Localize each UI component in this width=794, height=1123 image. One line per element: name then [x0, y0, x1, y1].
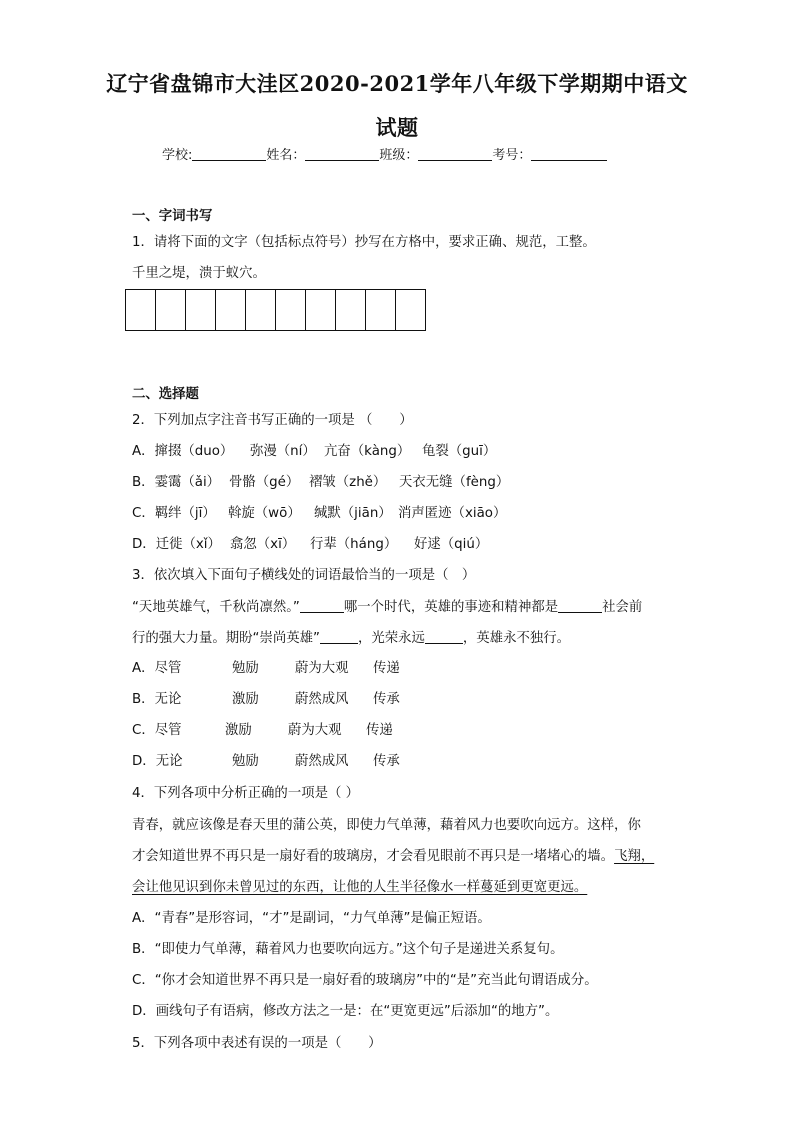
section-heading-2: 二、选择题 [132, 387, 199, 402]
q4-option-a[interactable]: A．“青春”是形容词，“才”是副词，“力气单薄”是偏正短语。 [132, 911, 491, 926]
grid-cell[interactable] [336, 290, 366, 330]
q3-passage-line2: 行的强大力量。期盼“崇尚英雄” ，光荣永远 ，英雄永不独行。 [132, 631, 571, 646]
grid-cell[interactable] [156, 290, 186, 330]
q2-option-c[interactable]: C．羁绊（jī） 斡旋（wō） 缄默（jiān） 消声匿迹（xiāo） [132, 506, 507, 521]
q4-option-b[interactable]: B．“即使力气单薄，藉着风力也要吹向远方。”这个句子是递进关系复句。 [132, 942, 564, 957]
q3-option-a[interactable]: A．尽管 勉励 蔚为大观 传递 [132, 661, 400, 676]
grid-cell[interactable] [276, 290, 306, 330]
q1-stem: 1．请将下面的文字（包括标点符号）抄写在方格中，要求正确、规范，工整。 [132, 235, 596, 250]
grid-cell[interactable] [126, 290, 156, 330]
grid-cell[interactable] [396, 290, 425, 330]
q4-passage-line3: 会让他见识到你未曾见过的东西，让他的人生半径像水一样蔓延到更宽更远。 [132, 880, 588, 895]
q2-option-b[interactable]: B．霎霭（ǎi） 骨骼（gé） 褶皱（zhě） 天衣无缝（fèng） [132, 475, 510, 490]
q2-option-d[interactable]: D．迁徙（xǐ） 翕忽（xī） 行辈（háng） 好逑（qiú） [132, 537, 489, 552]
exam-title-line1: 辽宁省盘锦市大洼区2020-2021学年八年级下学期期中语文 [106, 71, 688, 96]
q1-text: 千里之堤，溃于蚁穴。 [132, 266, 266, 281]
fill-blank-4[interactable] [425, 629, 463, 644]
name-label: 姓名： [266, 148, 306, 163]
q2-option-a[interactable]: A．撺掇（duo） 弥漫（ní） 亢奋（kàng） 龟裂（guī） [132, 444, 497, 459]
q4-option-d[interactable]: D．画线句子有语病，修改方法之一是：在“更宽更远”后添加“的地方”。 [132, 1004, 559, 1019]
q3-option-c[interactable]: C．尽管 激励 蔚为大观 传递 [132, 723, 393, 738]
q3-option-d[interactable]: D．无论 勉励 蔚然成风 传承 [132, 754, 400, 769]
student-info-row [162, 144, 607, 163]
grid-cell[interactable] [186, 290, 216, 330]
q2-stem: 2．下列加点字注音书写正确的一项是 （ ） [132, 413, 413, 428]
grid-cell[interactable] [366, 290, 396, 330]
q4-passage-line1: 青春，就应该像是春天里的蒲公英，即使力气单薄，藉着风力也要吹向远方。这样，你 [132, 818, 641, 833]
grid-cell[interactable] [306, 290, 336, 330]
writing-grid[interactable] [125, 289, 426, 331]
class-label: 班级： [379, 148, 419, 163]
grid-cell[interactable] [246, 290, 276, 330]
q5-stem: 5．下列各项中表述有误的一项是（ ） [132, 1036, 382, 1051]
underlined-sentence: 飞翔， [614, 849, 655, 864]
grid-cell[interactable] [216, 290, 246, 330]
fill-blank-2[interactable] [558, 598, 602, 613]
fill-blank-1[interactable] [300, 598, 344, 613]
q4-passage-line2: 才会知道世界不再只是一扇好看的玻璃房，才会看见眼前不再只是一堵堵心的墙。飞翔， [132, 849, 655, 864]
class-blank[interactable] [418, 146, 492, 161]
q4-stem: 4．下列各项中分析正确的一项是（ ） [132, 786, 360, 801]
exam-no-label: 考号： [492, 148, 532, 163]
school-blank[interactable] [192, 146, 266, 161]
exam-no-blank[interactable] [531, 146, 607, 161]
school-label: 学校: [162, 148, 193, 163]
name-blank[interactable] [305, 146, 379, 161]
exam-title-line2: 试题 [375, 115, 419, 140]
q3-passage-line1: “天地英雄气，千秋尚凛然。” 哪一个时代，英雄的事迹和精神都是 社会前 [132, 600, 643, 615]
q3-option-b[interactable]: B．无论 激励 蔚然成风 传承 [132, 692, 400, 707]
fill-blank-3[interactable] [320, 629, 358, 644]
q3-stem: 3．依次填入下面句子横线处的词语最恰当的一项是（ ） [132, 568, 476, 583]
section-heading-1: 一、字词书写 [132, 209, 213, 224]
q4-option-c[interactable]: C．“你才会知道世界不再只是一扇好看的玻璃房”中的“是”充当此句谓语成分。 [132, 973, 598, 988]
